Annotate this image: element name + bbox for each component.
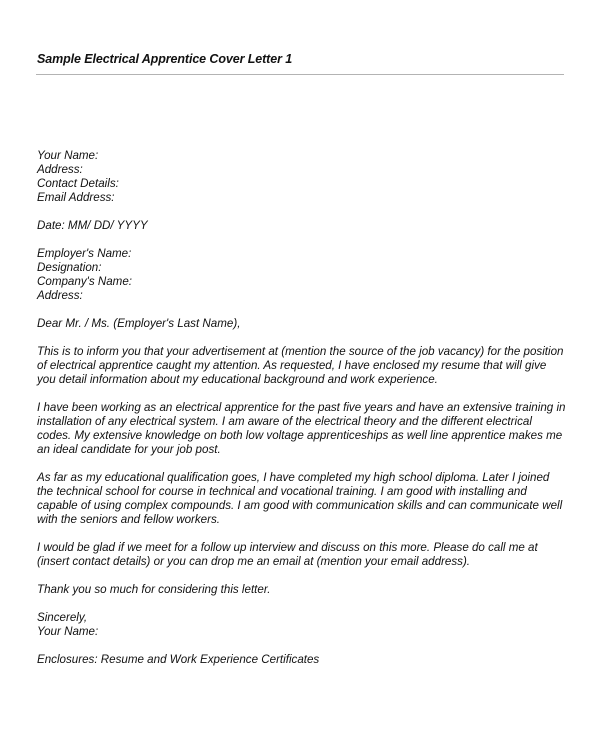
date-line: Date: MM/ DD/ YYYY xyxy=(37,219,148,232)
closing-block xyxy=(37,611,567,639)
recipient-company-line: Company's Name: xyxy=(37,275,132,288)
body-paragraph: I would be glad if we meet for a follow up interview and discuss on this more. Please do call me at (insert contact details) or you can drop me an email at (mention your email address). xyxy=(37,541,538,568)
sender-email-line: Email Address: xyxy=(37,191,115,204)
sender-block xyxy=(37,149,567,205)
sender-name-line: Your Name: xyxy=(37,149,99,162)
body-paragraph: As far as my educational qualification goes, I have completed my high school diploma. Later I joined the technical school for course in technical and vocational training. I am good with installing and capable of using complex compounds. I am good with communication skills and can communicate well with the seniors and fellow workers. xyxy=(37,471,563,526)
closing-line: Sincerely, xyxy=(37,611,88,624)
sender-contact-line: Contact Details: xyxy=(37,177,119,190)
page-title: Sample Electrical Apprentice Cover Letter 1 xyxy=(37,52,293,66)
letter-body xyxy=(37,149,567,681)
title-divider xyxy=(36,74,564,75)
recipient-employer-line: Employer's Name: xyxy=(37,247,132,260)
recipient-designation-line: Designation: xyxy=(37,261,102,274)
recipient-address-line: Address: xyxy=(37,289,83,302)
recipient-block xyxy=(37,247,567,303)
enclosures-line: Enclosures: Resume and Work Experience Certificates xyxy=(37,653,320,666)
sender-address-line: Address: xyxy=(37,163,83,176)
closing-name-line: Your Name: xyxy=(37,625,99,638)
date-block xyxy=(37,219,567,233)
body-paragraph: This is to inform you that your advertisement at (mention the source of the job vacancy) for the position of electrical apprentice caught my attention. As requested, I have enclosed my resume that will give you detail information about my educational background and work experience. xyxy=(37,345,564,386)
body-paragraph: I have been working as an electrical apprentice for the past five years and have an extensive training in installation of any electrical system. I am aware of the electrical theory and the different electrical codes. My extensive knowledge on both low voltage apprenticeships as well line apprentice makes me an ideal candidate for your job post. xyxy=(37,401,566,456)
thank-you-line: Thank you so much for considering this letter. xyxy=(37,583,271,596)
salutation: Dear Mr. / Ms. (Employer's Last Name), xyxy=(37,317,241,330)
